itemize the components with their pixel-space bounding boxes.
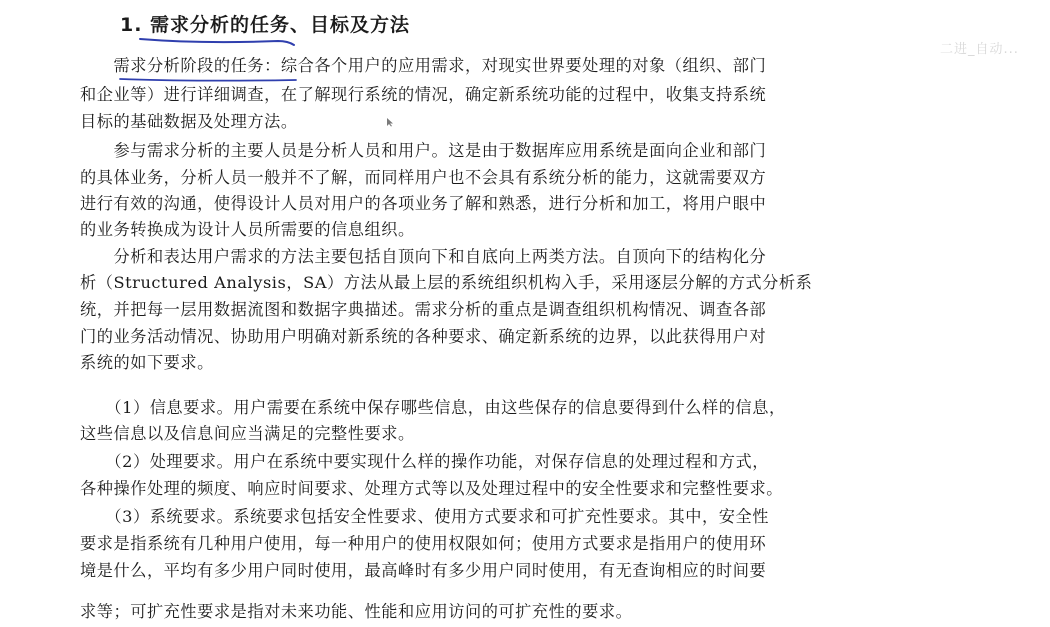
paragraph-line: （1）信息要求。用户需要在系统中保存哪些信息，由这些保存的信息要得到什么样的信息， bbox=[80, 398, 786, 417]
paragraph-line: 求等；可扩充性要求是指对未来功能、性能和应用访问的可扩充性的要求。 bbox=[80, 602, 633, 621]
paragraph-line: 这些信息以及信息间应当满足的完整性要求。 bbox=[80, 424, 415, 443]
mouse-cursor-icon bbox=[386, 117, 394, 127]
paragraph-line: 参与需求分析的主要人员是分析人员和用户。这是由于数据库应用系统是面向企业和部门 bbox=[80, 141, 767, 160]
paragraph-line: 和企业等）进行详细调查，在了解现行系统的情况，确定新系统功能的过程中，收集支持系统 bbox=[80, 85, 767, 104]
paragraph-line: （3）系统要求。系统要求包括安全性要求、使用方式要求和可扩充性要求。其中，安全性 bbox=[80, 507, 769, 526]
paragraph-line: 门的业务活动情况、协助用户明确对新系统的各种要求、确定新系统的边界，以此获得用户对 bbox=[80, 327, 767, 346]
paragraph-line: 要求是指系统有几种用户使用，每一种用户的使用权限如何；使用方式要求是指用户的使用环 bbox=[80, 534, 767, 553]
paragraph-line: 目标的基础数据及处理方法。 bbox=[80, 112, 298, 131]
paragraph-line: 析（Structured Analysis，SA）方法从最上层的系统组织机构入手，采用逐层分解的方式分析系 bbox=[80, 273, 813, 292]
paragraph-line: 系统的如下要求。 bbox=[80, 353, 214, 372]
paragraph-line: 境是什么，平均有多少用户同时使用，最高峰时有多少用户同时使用，有无查询相应的时间要 bbox=[80, 561, 767, 580]
paragraph-line: （2）处理要求。用户在系统中要实现什么样的操作功能，对保存信息的处理过程和方式， bbox=[80, 452, 769, 471]
paragraph-line: 的业务转换成为设计人员所需要的信息组织。 bbox=[80, 220, 415, 239]
paragraph-line: 各种操作处理的频度、响应时间要求、处理方式等以及处理过程中的安全性要求和完整性要求。 bbox=[80, 479, 783, 498]
paragraph-line: 分析和表达用户需求的方法主要包括自顶向下和自底向上两类方法。自顶向下的结构化分 bbox=[80, 247, 767, 266]
watermark-logo: 二进_自动... bbox=[940, 42, 1019, 57]
paragraph-line: 需求分析阶段的任务：综合各个用户的应用需求，对现实世界要处理的对象（组织、部门 bbox=[80, 56, 767, 75]
section-heading: 1. 需求分析的任务、目标及方法 bbox=[120, 14, 411, 36]
paragraph-line: 统，并把每一层用数据流图和数据字典描述。需求分析的重点是调查组织机构情况、调查各部 bbox=[80, 300, 767, 319]
paragraph-line: 的具体业务，分析人员一般并不了解，而同样用户也不会具有系统分析的能力，这就需要双方 bbox=[80, 168, 767, 187]
paragraph-line: 进行有效的沟通，使得设计人员对用户的各项业务了解和熟悉，进行分析和加工，将用户眼中 bbox=[80, 194, 767, 213]
